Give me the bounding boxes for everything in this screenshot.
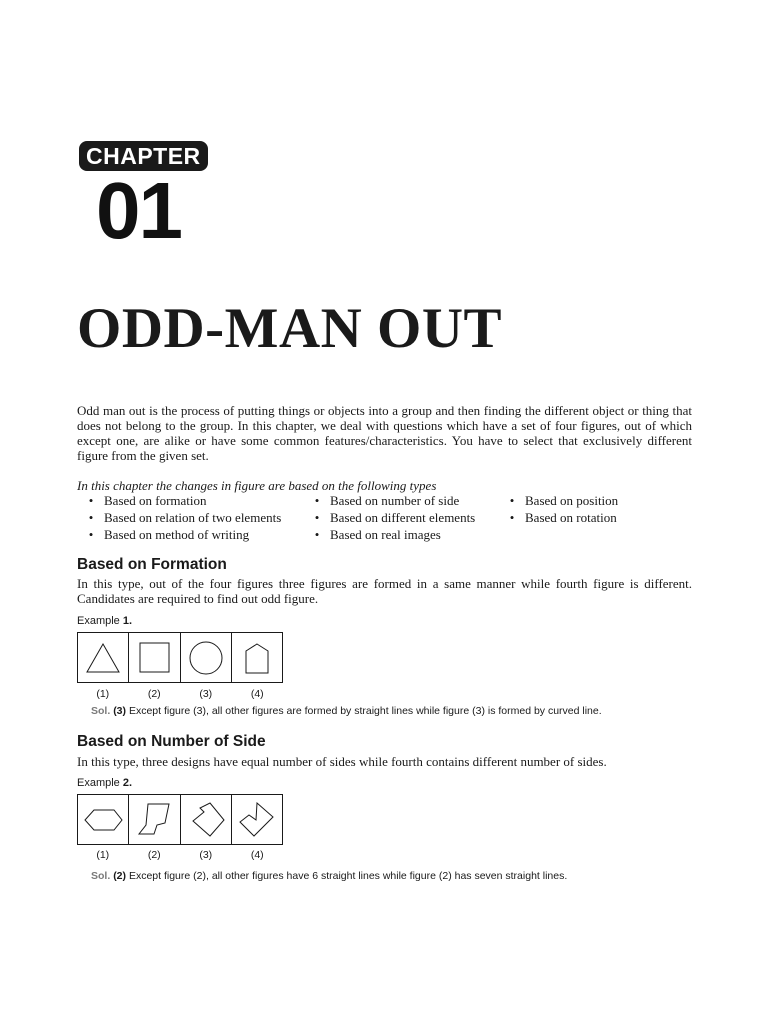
section-heading-number-of-side: Based on Number of Side (77, 733, 266, 750)
bullet-icon: • (88, 493, 94, 508)
list-item: • Based on rotation (505, 509, 618, 526)
bullet-icon: • (88, 527, 94, 542)
list-item: • Based on relation of two elements (84, 509, 281, 526)
bullet-icon: • (314, 493, 320, 508)
section-text-number-of-side: In this type, three designs have equal number of sides while fourth contains different number of sides. (77, 754, 607, 769)
intro-paragraph: Odd man out is the process of putting things or objects into a group and then finding the different object or thing that does not belong to the group. In this chapter, we deal with questions which have a set of four figures, out of which except one, are alike or have some common features/characteristics. You have to select that exclusively different figure from the given set. (77, 403, 692, 463)
figure-cell (232, 795, 282, 844)
notched-diamond-rotated-icon (235, 800, 279, 840)
figure-cell (129, 633, 180, 682)
figure-cell (78, 795, 129, 844)
list-item: • Based on real images (310, 526, 475, 543)
chapter-badge: CHAPTER (79, 141, 208, 171)
types-list-col1 (84, 492, 281, 543)
list-item: • Based on formation (84, 492, 281, 509)
figure-labels-2: (1) (2) (3) (4) (96, 849, 264, 861)
bullet-icon: • (314, 510, 320, 525)
example-label-1: Example 1. (77, 615, 133, 627)
bullet-icon: • (88, 510, 94, 525)
page-title: ODD-MAN OUT (77, 297, 503, 360)
figure-cell (232, 633, 282, 682)
bullet-icon: • (509, 510, 515, 525)
bullet-icon: • (509, 493, 515, 508)
list-item: • Based on method of writing (84, 526, 281, 543)
list-item: • Based on position (505, 492, 618, 509)
types-caption: In this chapter the changes in figure are based on the following types (77, 478, 437, 493)
chapter-number: 01 (96, 166, 181, 255)
pentagon-icon (237, 640, 277, 676)
hexagon-icon (81, 802, 125, 838)
square-icon (134, 640, 174, 676)
section-heading-formation: Based on Formation (77, 556, 227, 573)
figure-set-1 (77, 632, 283, 683)
triangle-icon (83, 640, 123, 676)
types-list-col3 (505, 492, 618, 526)
circle-icon (186, 640, 226, 676)
figure-cell (78, 633, 129, 682)
types-list-col2 (310, 492, 475, 543)
notched-diamond-icon (184, 800, 228, 840)
figure-cell (181, 795, 232, 844)
list-item: • Based on number of side (310, 492, 475, 509)
list-item: • Based on different elements (310, 509, 475, 526)
section-text-formation: In this type, out of the four figures three figures are formed in a same manner while fourth figure is different. Candidates are required to find out odd figure. (77, 576, 692, 606)
figure-labels-1: (1) (2) (3) (4) (96, 688, 264, 700)
example-label-2: Example 2. (77, 777, 133, 789)
figure-set-2 (77, 794, 283, 845)
figure-cell (181, 633, 232, 682)
solution-2: Sol. (2) Except figure (2), all other figures have 6 straight lines while figure (2) has seven straight lines. (91, 870, 568, 882)
solution-1: Sol. (3) Except figure (3), all other figures are formed by straight lines while figure (3) is formed by curved line. (91, 705, 602, 717)
heptagon-icon (132, 800, 176, 840)
figure-cell (129, 795, 180, 844)
bullet-icon: • (314, 527, 320, 542)
